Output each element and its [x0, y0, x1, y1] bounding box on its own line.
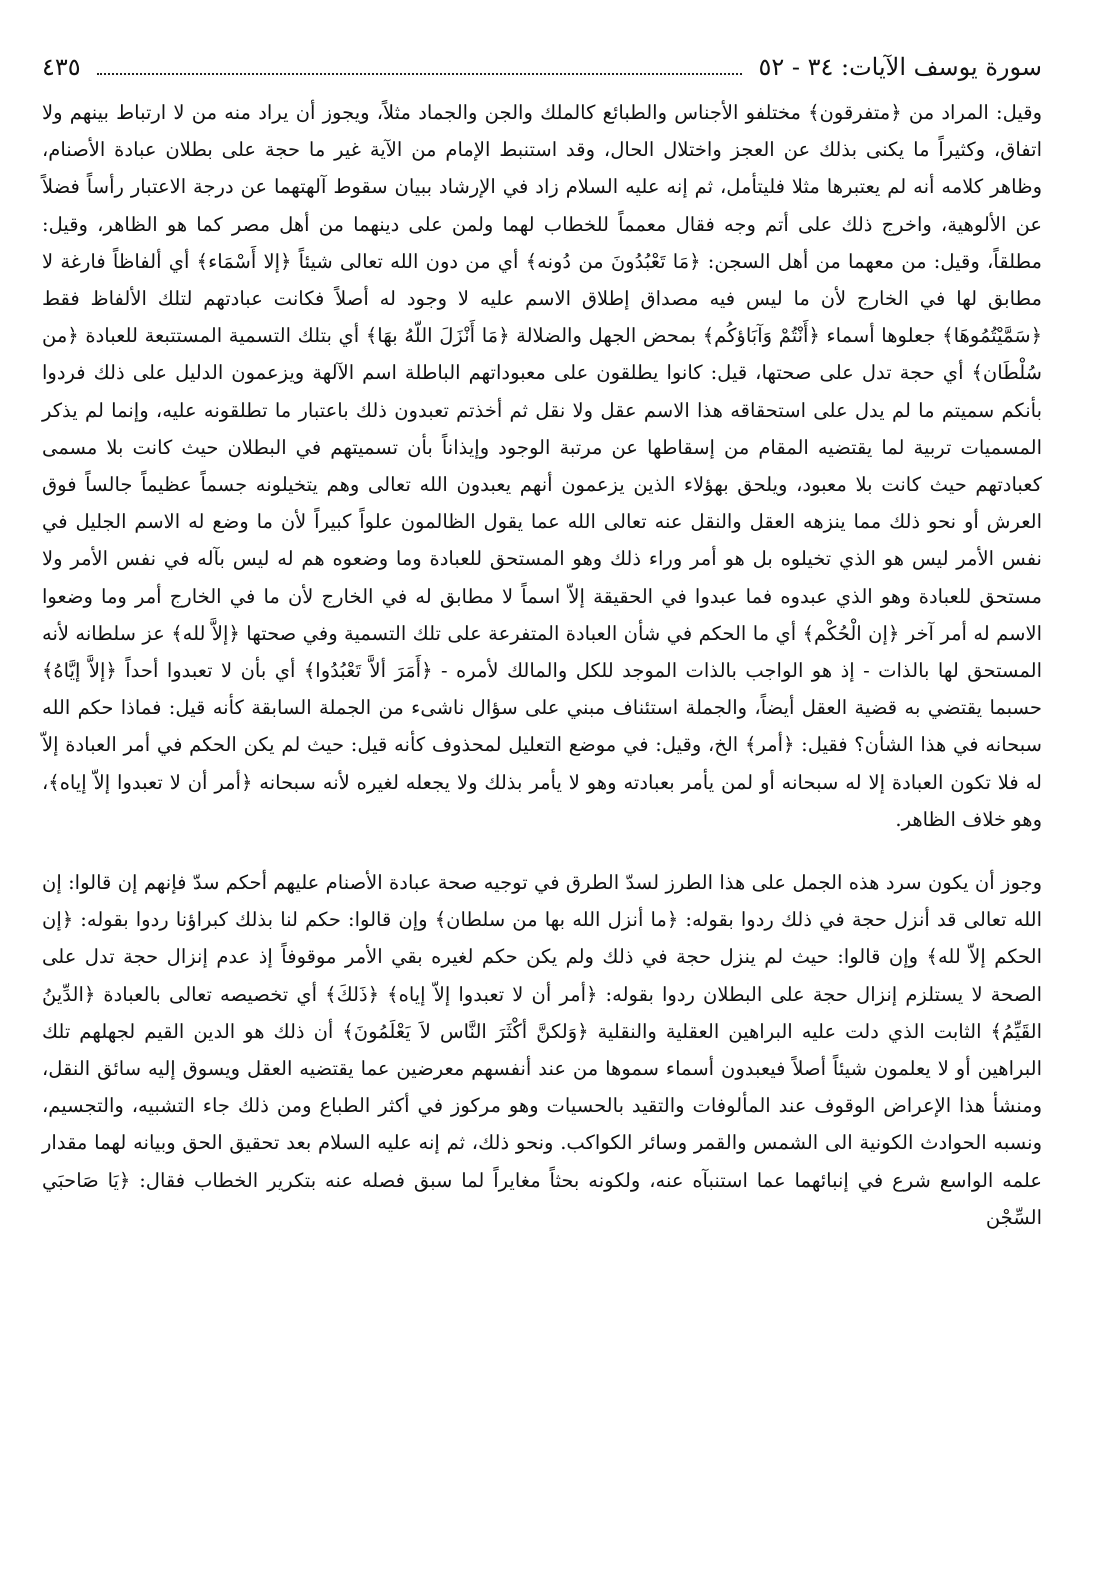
- page-number: ٤٣٥: [42, 53, 81, 81]
- paragraph-gap: [42, 838, 1042, 864]
- book-page: [42, 40, 1042, 1540]
- paragraph: [42, 94, 1042, 838]
- paragraph: [42, 864, 1042, 1236]
- page-header: [42, 40, 1042, 94]
- paragraph-text: وجوز أن يكون سرد هذه الجمل على هذا الطرز لسدّ الطرق في توجيه صحة عبادة الأصنام عليهم أحكم سدّ فإنهم إن قالوا: إن الله تعالى قد أنزل حجة في ذلك ردوا بقوله: ﴿ما أنزل الله بها من سلطان﴾ وإن قالوا: حكم لنا بذلك كبراؤنا ردوا بقوله: ﴿إن الحكم إلاّ لله﴾ وإن قالوا: حيث لم ينزل حجة في ذلك ولم يكن حكم لغيره بقي الأمر موقوفاً إذ عدم إنزال حجة تدل على الصحة لا يستلزم إنزال حجة على البطلان ردوا بقوله: ﴿أمر أن لا تعبدوا إلاّ إياه﴾ ﴿ذَلكَ﴾ أي تخصيصه تعالى بالعبادة ﴿الدِّينُ القَيِّمُ﴾ الثابت الذي دلت عليه البراهين العقلية والنقلية ﴿وَلكنَّ أكْثَرَ النَّاس لاَ يَعْلَمُونَ﴾ أن ذلك هو الدين القيم لجهلهم تلك البراهين أو لا يعلمون شيئاً أصلاً فيعبدون أسماء سموها من عند أنفسهم معرضين عما يقتضيه العقل ويسوق إليه سائق النقل، ومنشأ هذا الإعراض الوقوف عند المألوفات والتقيد بالحسيات وهو مركوز في أكثر الطباع ومن ذلك جاء التشبيه، والتجسيم، ونسبه الحوادث الكونية الى الشمس والقمر وسائر الكواكب. ونحو ذلك، ثم إنه عليه السلام بعد تحقيق الحق وبيانه لهما مقدار علمه الواسع شرع في إنبائهما عما استنبآه عنه، ولكونه بحثاً مغايراً لما سبق فصله عنه بتكرير الخطاب فقال: ﴿يَا صَاحبَي السِّجْن: [42, 871, 1042, 1229]
- running-title: سورة يوسف الآيات: ٣٤ - ٥٢: [758, 53, 1042, 81]
- dotted-leader: [97, 73, 743, 75]
- paragraph-text: وقيل: المراد من ﴿متفرقون﴾ مختلفو الأجناس والطبائع كالملك والجن والجماد مثلاً، ويجوز أن يراد منه من لا ارتباط بينهم ولا اتفاق، وكثيراً ما يكنى بذلك عن العجز واختلال الحال، وقد استنبط الإمام من الآية غير ما حجة على بطلان عبادة الأصنام، وظاهر كلامه أنه لم يعتبرها مثلا فليتأمل، ثم إنه عليه السلام زاد في الإرشاد ببيان سقوط آلهتهما عن درجة الاعتبار رأساً فضلاً عن الألوهية، واخرج ذلك على أتم وجه فقال معمماً للخطاب لهما ولمن على دينهما من أهل مصر كما هو الظاهر، وقيل: مطلقاً، وقيل: من معهما من أهل السجن: ﴿مَا تَعْبُدُونَ من دُونه﴾ أي من دون الله تعالى شيئاً ﴿إلا أَسْمَاء﴾ أي ألفاظاً فارغة لا مطابق لها في الخارج لأن ما ليس فيه مصداق إطلاق الاسم عليه لا وجود له أصلاً فكانت عبادتهم لتلك الألفاظ فقط ﴿سَمَّيْتُمُوهَا﴾ جعلوها أسماء ﴿أَنْتُمْ وَآبَاؤكُم﴾ بمحض الجهل والضلالة ﴿مَا أَنْزَلَ اللّهُ بهَا﴾ أي بتلك التسمية المستتبعة للعبادة ﴿من سُلْطَان﴾ أي حجة تدل على صحتها، قيل: كانوا يطلقون على معبوداتهم الباطلة اسم الآلهة ويزعمون الدليل على ذلك فردوا بأنكم سميتم ما لم يدل على استحقاقه هذا الاسم عقل ولا نقل ثم أخذتم تعبدون ذلك باعتبار ما تطلقونه عليه، وإنما لم يذكر المسميات تربية لما يقتضيه المقام من إسقاطها عن مرتبة الوجود وإيذاناً بأن تسميتهم في البطلان حيث كانت بلا مسمى كعبادتهم حيث كانت بلا معبود، ويلحق بهؤلاء الذين يزعمون أنهم يعبدون الله تعالى وهم يتخيلونه جسماً عظيماً جالساً فوق العرش أو نحو ذلك مما ينزهه العقل والنقل عنه تعالى الله عما يقول الظالمون علواً كبيراً لأن ما وضع له الاسم الجليل في نفس الأمر ليس هو الذي تخيلوه بل هو أمر وراء ذلك وهو المستحق للعبادة وما وضعوه هم له ليس بآله في نفس الأمر ولا مستحق للعبادة وهو الذي عبدوه فما عبدوا في الحقيقة إلاّ اسماً لا مطابق له في الخارج لأن ما في الخارج أمر وما وضعوا الاسم له أمر آخر ﴿إن الْحُكْم﴾ أي ما الحكم في شأن العبادة المتفرعة على تلك التسمية وفي صحتها ﴿إلاَّ لله﴾ عز سلطانه لأنه المستحق لها بالذات - إذ هو الواجب بالذات الموجد للكل والمالك لأمره - ﴿أَمَرَ ألاَّ تَعْبُدُوا﴾ أي بأن لا تعبدوا أحداً ﴿إلاَّ إيَّاهُ﴾ حسبما يقتضي به قضية العقل أيضاً، والجملة استئناف مبني على سؤال ناشىء من الجملة السابقة كأنه قيل: فماذا حكم الله سبحانه في هذا الشأن؟ فقيل: ﴿أمر﴾ الخ، وقيل: في موضع التعليل لمحذوف كأنه قيل: حيث لم يكن الحكم في أمر العبادة إلاّ له فلا تكون العبادة إلا له سبحانه أو لمن يأمر بعبادته وهو لا يأمر بذلك ولا يجعله لغيره لأنه سبحانه ﴿أمر أن لا تعبدوا إلاّ إياه﴾، وهو خلاف الظاهر.: [42, 101, 1042, 831]
